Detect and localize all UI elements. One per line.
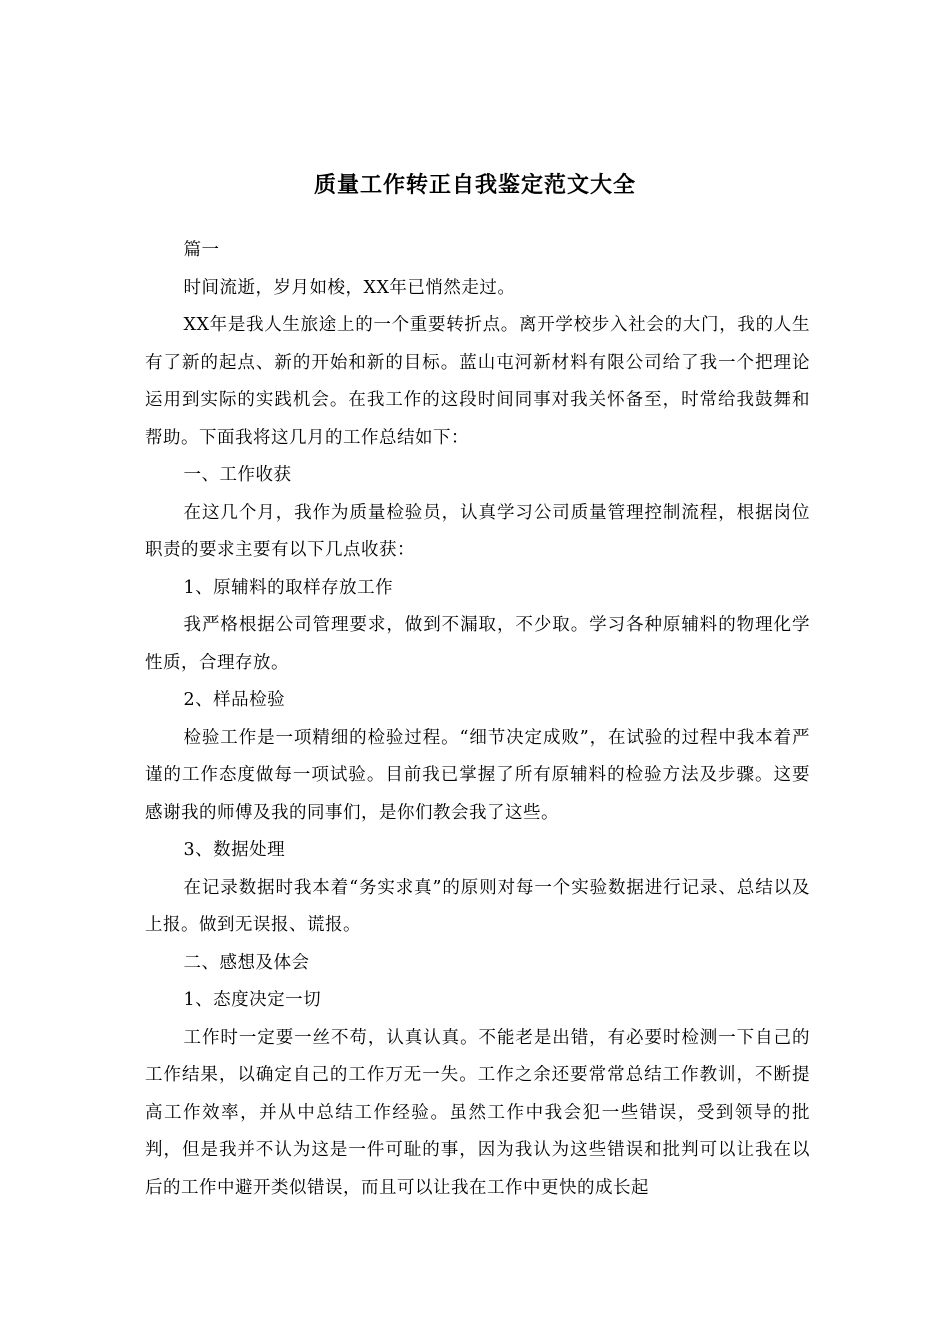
document-title: 质量工作转正自我鉴定范文大全 bbox=[313, 171, 636, 198]
paragraph: 工作时一定要一丝不苟，认真认真。不能老是出错，有必要时检测一下自己的工作结果，以确定自己的工作万无一失。工作之余还要常常总结工作教训，不断提高工作效率，并从中总结工作经验。虽然工作中我会犯一些错误，受到领导的批判，但是我并不认为这是一件可耻的事，因为我认为这些错误和批判可以让我在以后的工作中避开类似错误，而且可以让我在工作中更快的成长起 bbox=[145, 1027, 810, 1198]
heading-reflections: 二、感想及体会 bbox=[183, 952, 310, 973]
paragraph: 我严格根据公司管理要求，做到不漏取，不少取。学习各种原辅料的物理化学性质，合理存放。 bbox=[145, 615, 810, 673]
heading-work-gains: 一、工作收获 bbox=[183, 465, 292, 485]
paragraph: 在记录数据时我本着“务实求真”的原则对每一个实验数据进行记录、总结以及上报。做到无误报、谎报。 bbox=[145, 877, 810, 935]
subheading-attitude: 1、态度决定一切 bbox=[183, 990, 322, 1010]
paragraph: 时间流逝，岁月如梭，XX年已悄然走过。 bbox=[183, 277, 516, 298]
paragraph-section-label: 篇一 bbox=[183, 240, 220, 260]
paragraph: 在这几个月，我作为质量检验员，认真学习公司质量管理控制流程，根据岗位职责的要求主要有以下几点收获： bbox=[145, 502, 810, 560]
subheading-sampling: 1、原辅料的取样存放工作 bbox=[183, 577, 394, 598]
subheading-data-processing: 3、数据处理 bbox=[183, 840, 286, 860]
paragraph: XX年是我人生旅途上的一个重要转折点。离开学校步入社会的大门，我的人生有了新的起点、新的开始和新的目标。蓝山屯河新材料有限公司给了我一个把理论运用到实际的实践机会。在我工作的这段时间同事对我关怀备至，时常给我鼓舞和帮助。下面我将这几月的工作总结如下： bbox=[145, 315, 810, 448]
subheading-sample-testing: 2、样品检验 bbox=[183, 690, 286, 710]
paragraph: 检验工作是一项精细的检验过程。“细节决定成败”，在试验的过程中我本着严谨的工作态度做每一项试验。目前我已掌握了所有原辅料的检验方法及步骤。这要感谢我的师傅及我的同事们，是你们教会我了这些。 bbox=[145, 727, 810, 823]
document-body bbox=[145, 232, 810, 1207]
